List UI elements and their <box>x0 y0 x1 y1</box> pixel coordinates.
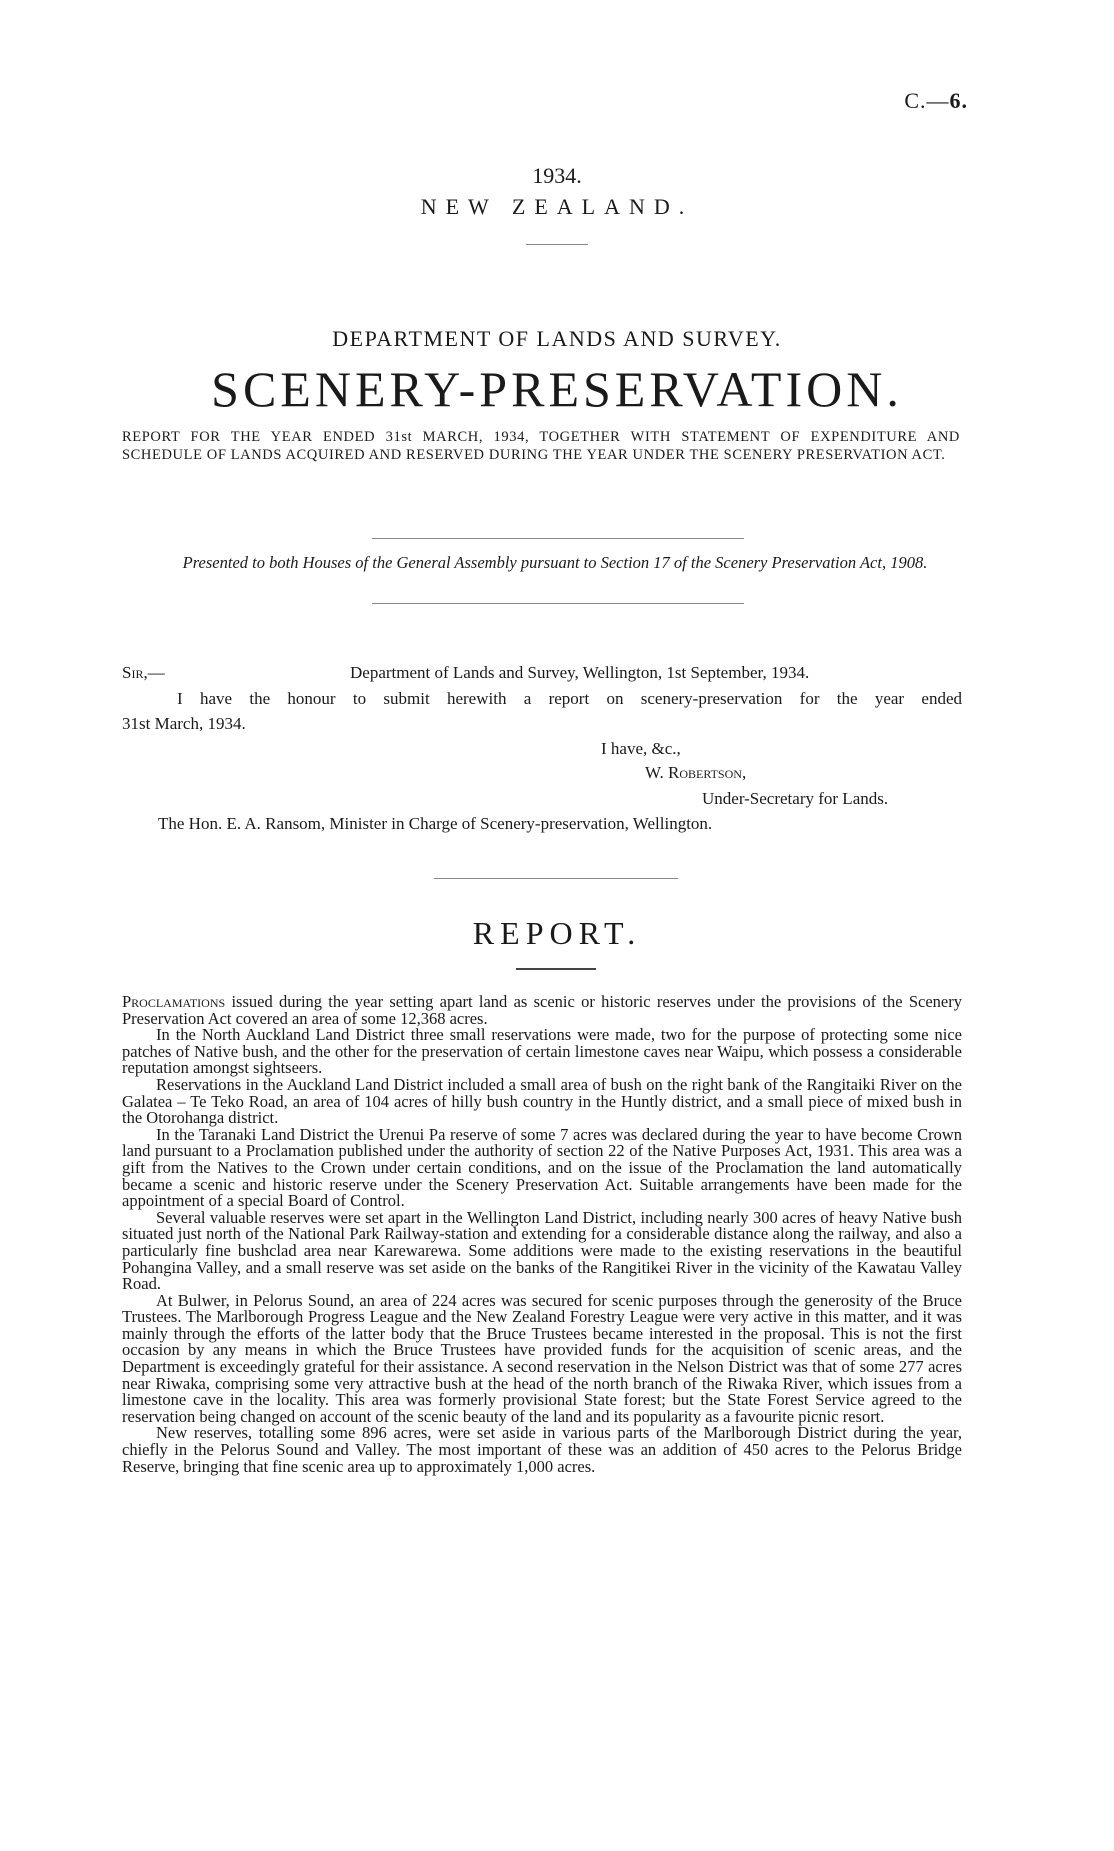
report-paragraph: Reservations in the Auckland Land District included a small area of bush on the right bank of the Rangitaiki River on the Galatea – Te Teko Road, an area of 104 acres of hilly bush country in the Huntly district, and a small piece of mixed bush in the Otorohanga district. <box>122 1074 962 1128</box>
country-heading: NEW ZEALAND. <box>420 194 694 219</box>
letter-body-line: 31st March, 1934. <box>122 714 246 733</box>
divider <box>434 878 678 879</box>
report-paragraph: New reserves, totalling some 896 acres, were set aside in various parts of the Marlborough District during the year, chiefly in the Pelorus Sound and Valley. The most important of these was an addition of 450 acres to the Pelorus Bridge Reserve, bringing that fine scenic area up to approximately 1,000 acres. <box>122 1423 962 1476</box>
letter-salutation: Sir,— <box>122 663 165 682</box>
report-subtitle: REPORT FOR THE YEAR ENDED 31st MARCH, 1934, TOGETHER WITH STATEMENT OF EXPENDITURE AND SCHEDULE OF LANDS ACQUIRED AND RESERVED DURING THE YEAR UNDER THE SCENERY PRESERVATION ACT. <box>122 429 960 463</box>
divider <box>372 603 744 604</box>
department-heading: DEPARTMENT OF LANDS AND SURVEY. <box>332 326 782 351</box>
divider <box>516 968 596 970</box>
letter-addressee: The Hon. E. A. Ransom, Minister in Charge of Scenery-preservation, Wellington. <box>158 814 713 833</box>
divider <box>372 538 744 539</box>
page-code-prefix: C.— <box>904 88 950 113</box>
letter-address-date: Department of Lands and Survey, Wellington, 1st September, 1934. <box>350 663 810 682</box>
report-title: SCENERY-PRESERVATION. <box>211 361 903 417</box>
report-heading: REPORT. <box>472 915 642 951</box>
page-code-number: 6. <box>949 88 968 113</box>
paragraph-text: issued during the year setting apart land as scenic or historic reserves under the provisions of the Scenery Preservation Act covered an area of some 12,368 acres. <box>122 992 962 1028</box>
divider <box>526 244 588 245</box>
report-paragraph <box>122 994 962 1027</box>
letter-closing: I have, &c., <box>601 739 681 758</box>
report-body <box>122 994 962 1475</box>
report-paragraph: In the Taranaki Land District the Urenui Pa reserve of some 7 acres was declared during the year to have become Crown land pursuant to a Proclamation published under the authority of section 22 of the Native Purposes Act, 1931. This area was a gift from the Natives to the Crown under certain conditions, and on the issue of the Proclamation the land automatically became a scenic and historic reserve under the Scenery Preservation Act. Suitable arrangements have been made for the appointment of a special Board of Control. <box>122 1124 962 1211</box>
publication-year: 1934. <box>532 163 582 188</box>
report-paragraph: In the North Auckland Land District three small reservations were made, two for the purpose of protecting some nice patches of Native bush, and the other for the preservation of certain limestone caves near Waipu, which possess a considerable reputation amongst sightseers. <box>122 1025 962 1078</box>
page-code <box>904 88 968 114</box>
report-paragraph: At Bulwer, in Pelorus Sound, an area of 224 acres was secured for scenic purposes through the generosity of the Bruce Trustees. The Marlborough Progress League and the New Zealand Forestry League were very active in this matter, and it was mainly through the efforts of the latter body that the Bruce Trustees became interested in the proposal. This is not the first occasion by any means in which the Bruce Trustees have provided funds for the acquisition of scenic areas, and the Department is exceedingly grateful for their assistance. A second reservation in the Nelson District was that of some 277 acres near Riwaka, comprising some very attractive bush at the head of the north branch of the Riwaka River, which issues from a limestone cave in the locality. This area was formerly provisional State forest; but the State Forest Service agreed to the reservation being changed on account of the scenic beauty of the land and its popularity as a favourite picnic resort. <box>122 1290 962 1426</box>
presented-notice: Presented to both Houses of the General Assembly pursuant to Section 17 of the Scenery Preservation Act, 1908. <box>182 553 928 572</box>
letter-body-line: I have the honour to submit herewith a report on scenery-preservation for the year ended <box>177 689 962 708</box>
lead-word: Proclamations <box>122 992 226 1011</box>
report-paragraph: Several valuable reserves were set apart in the Wellington Land District, including nearly 300 acres of heavy Native bush situated just north of the National Park Railway-station and extending for a considerable distance along the railway, and also a particularly fine bushclad area near Karewarewa. Some additions were made to the existing reservations in the beautiful Pohangina Valley, and a small reserve was set aside on the banks of the Rangitikei River in the vicinity of the Kawatau Valley Road. <box>122 1207 962 1294</box>
letter-signatory-position: Under-Secretary for Lands. <box>702 789 889 808</box>
letter-signatory: W. Robertson, <box>645 763 747 782</box>
